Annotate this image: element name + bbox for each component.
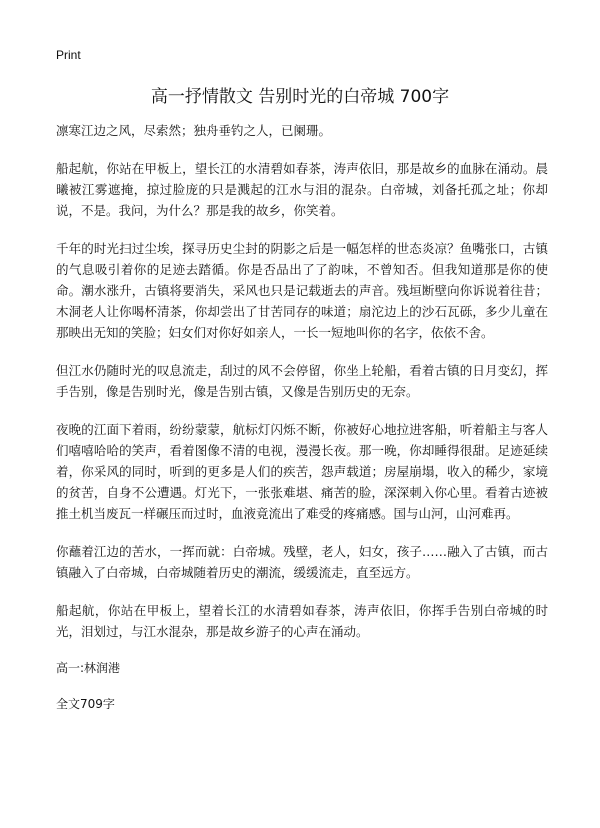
article-paragraph-4: 但江水仍随时光的叹息流走，刮过的风不会停留，你坐上轮船，看着古镇的日月变幻，挥手告别，像是告别时光，像是告别古镇，又像是告别历史的无奈。	[56, 363, 548, 399]
word-count: 全文709字	[56, 697, 115, 711]
article-paragraph-3: 千年的时光扫过尘埃，探寻历史尘封的阴影之后是一幅怎样的世态炎凉？鱼嘴张口，古镇的气息吸引着你的足迹去踏循。你是否品出了了韵味，不曾知否。但我知道那是你的使命。潮水涨升，古镇将要消失，采风也只是记载逝去的声音。残垣断壁向你诉说着往昔；木洞老人让你喝杯清茶，你却尝出了甘苦同存的味道；扇沱边上的沙石瓦砾，多少儿童在那映出无知的笑脸；妇女们对你好如亲人，一长一短地叫你的名字，依依不舍。	[56, 241, 548, 340]
article-title: 高一抒情散文 告别时光的白帝城 700字	[150, 87, 450, 107]
article-paragraph-6: 你蘸着江边的苦水，一挥而就：白帝城。残壁，老人，妇女，孩子……融入了古镇，而古镇融入了白帝城，白帝城随着历史的潮流，缓缓流走，直至远方。	[56, 544, 548, 580]
article-body	[56, 120, 548, 713]
article-author: 高一:林润港	[56, 661, 121, 675]
article-paragraph-5: 夜晚的江面下着雨，纷纷蒙蒙，航标灯闪烁不断，你被好心地拉进客船，听着船主与客人们嘻嘻哈哈的笑声，看着图像不清的电视，漫漫长夜。那一晚，你却睡得很甜。足迹延续着，你采风的同时，听到的更多是人们的疾苦，怨声载道；房屋崩塌，收入的稀少，家境的贫苦，自身不公遭遇。灯光下，一张张难堪、痛苦的脸，深深刺入你心里。看着古迹被推土机当废瓦一样碾压而过时，血液竟流出了难受的疼痛感。国与山河，山河难再。	[56, 422, 548, 521]
article-paragraph-1: 凛寒江边之风，尽索然；独舟垂钓之人，已阑珊。	[56, 123, 332, 138]
article-paragraph-7: 船起航，你站在甲板上，望着长江的水清碧如春茶，涛声依旧，你挥手告别白帝城的时光，泪划过，与江水混杂，那是故乡游子的心声在涌动。	[56, 603, 548, 639]
article-paragraph-2: 船起航，你站在甲板上，望长江的水清碧如春茶，涛声依旧，那是故乡的血脉在涌动。晨曦被江雾遮掩，掠过脸庞的只是溅起的江水与泪的混杂。白帝城，刘备托孤之址；你却说，不是。我问，为什么？那是我的故乡，你笑着。	[56, 161, 548, 218]
print-link[interactable]: Print	[56, 48, 81, 62]
